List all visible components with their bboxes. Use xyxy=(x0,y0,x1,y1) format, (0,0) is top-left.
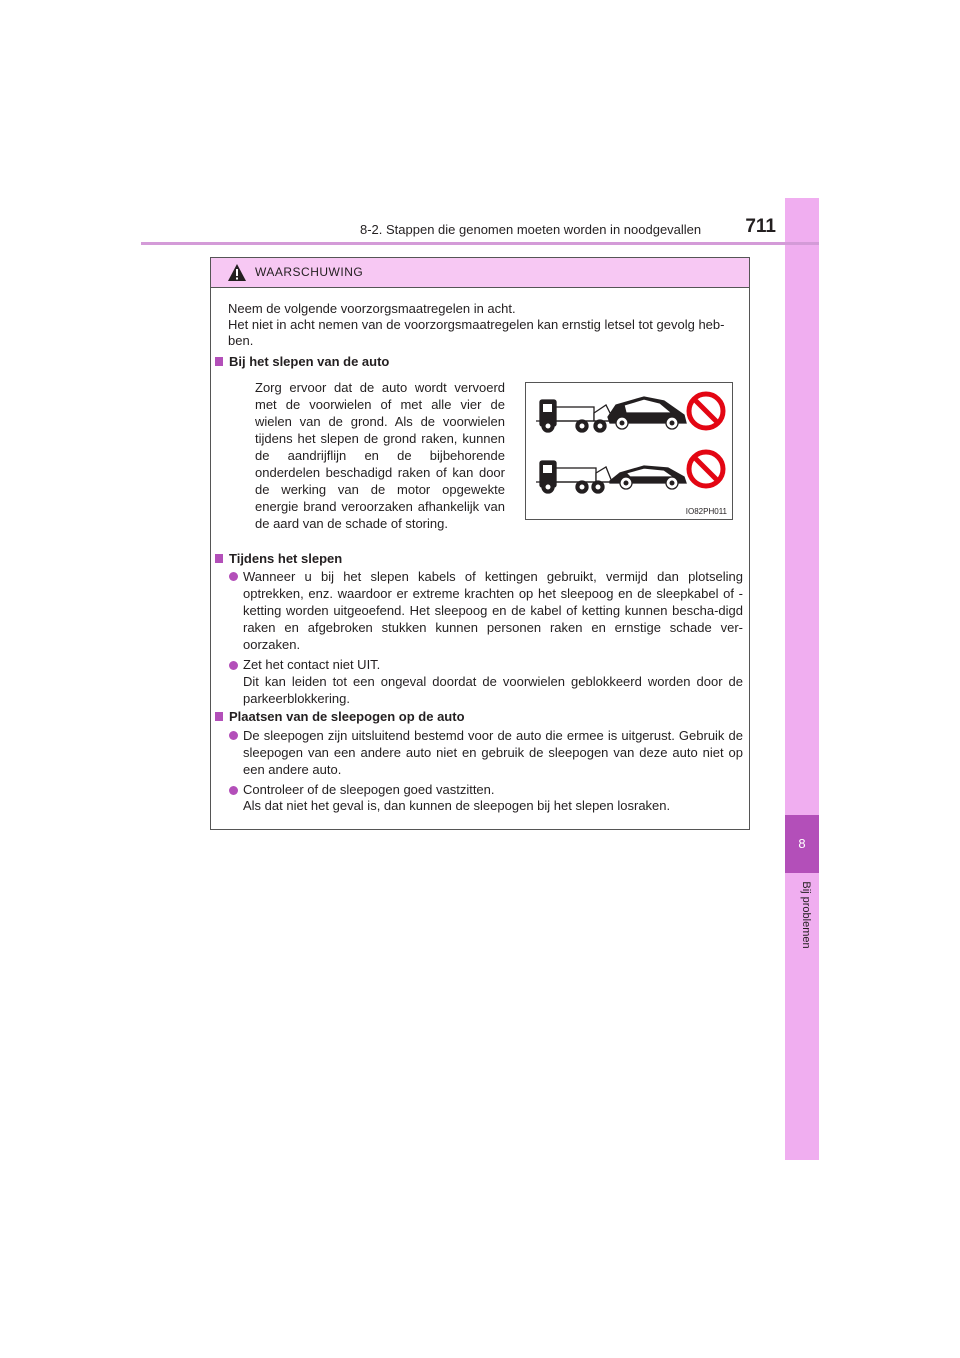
section-title: 8-2. Stappen die genomen moeten worden in noodgevallen xyxy=(360,222,702,237)
warning-intro-2: Het niet in acht nemen van de voorzorgsmaatregelen kan ernstig letsel tot gevolg heb-ben. xyxy=(228,317,725,348)
section-marker xyxy=(215,357,223,366)
figure-code: IO82PH011 xyxy=(685,507,727,516)
prohibited-icon xyxy=(689,394,723,428)
warning-header xyxy=(211,258,749,288)
towing-text: Zorg ervoor dat de auto wordt vervoerd met de voorwielen of met alle vier de wielen van de grond. Als de voorwielen tijdens het slepen de grond raken, kunnen de aandrijflijn en de bijbehorende onderdelen beschadigd raken of kan door de werking van de motor opgewekte energie brand veroorzaken afhankelijk van de aard van de schade of storing. xyxy=(255,380,505,531)
section-heading-during-towing: Tijdens het slepen xyxy=(229,551,343,566)
bullet xyxy=(229,661,238,670)
towing-illustration xyxy=(525,382,733,520)
car-bottom xyxy=(610,466,686,489)
section-marker xyxy=(215,712,223,721)
section-heading-tow-eyelets: Plaatsen van de sleepogen op de auto xyxy=(229,709,465,724)
warning-title: WAARSCHUWING xyxy=(255,265,364,279)
bullet-text: Zet het contact niet UIT. xyxy=(243,657,381,672)
bullet-text: Wanneer u bij het slepen kabels of kettingen gebruikt, vermijd dan plotseling optrekken, enz. waardoor er extreme krachten op het sleepoog en de sleepkabel of -ketting worden uitgeoefend. Het sleepoog en de kabel of ketting kunnen bescha-digd raken en afgebroken stukken kunnen personen raken en ernstige schade ver-oorzaken. xyxy=(243,569,743,652)
warning-intro-1: Neem de volgende voorzorgsmaatregelen in acht. xyxy=(228,301,516,316)
chapter-label: Bij problemen xyxy=(800,881,812,949)
tow-truck-illustration xyxy=(526,383,732,519)
bullet-text: De sleepogen zijn uitsluitend bestemd voor de auto die ermee is uitgerust. Gebruik de sleepogen van een andere auto niet en gebruik de sleepogen van deze auto niet op een andere auto. xyxy=(243,728,743,777)
tow-truck-top xyxy=(536,400,618,432)
prohibited-icon xyxy=(689,452,723,486)
page-number: 711 xyxy=(745,216,776,237)
section-heading-towing: Bij het slepen van de auto xyxy=(229,354,390,369)
bullet xyxy=(229,731,238,740)
bullet xyxy=(229,572,238,581)
bullet-text: Controleer of de sleepogen goed vastzitten. xyxy=(243,782,495,797)
chapter-number-tab[interactable]: 8 xyxy=(785,815,819,873)
warning-icon xyxy=(227,263,247,282)
bullet-text: Dit kan leiden tot een ongeval doordat de voorwielen geblokkeerd worden door de parkeerblokkering. xyxy=(243,674,743,706)
car-top xyxy=(608,397,686,429)
bullet-text: Als dat niet het geval is, dan kunnen de sleepogen bij het slepen losraken. xyxy=(243,798,671,813)
bullet xyxy=(229,786,238,795)
section-marker xyxy=(215,554,223,563)
side-tab xyxy=(785,198,819,1160)
header-rule xyxy=(141,242,819,245)
